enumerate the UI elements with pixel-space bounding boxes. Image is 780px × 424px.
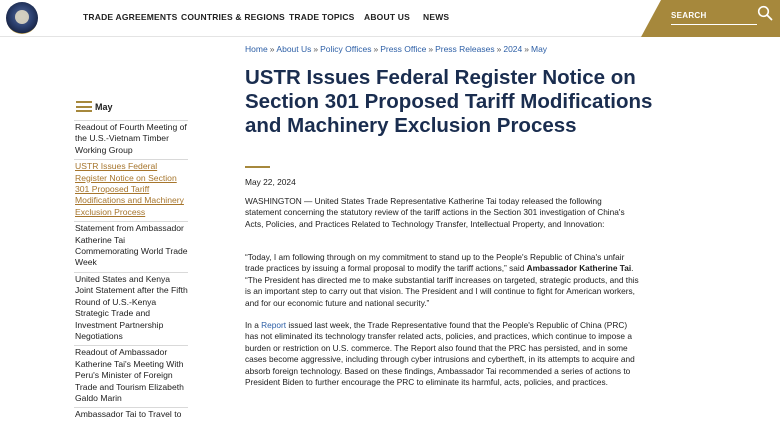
nav-countries-regions[interactable]: COUNTRIES & REGIONS — [181, 12, 285, 22]
breadcrumb-separator: » — [373, 44, 379, 54]
breadcrumb-separator: » — [496, 44, 502, 54]
article-paragraph-1: WASHINGTON — United States Trade Representative Katherine Tai today released the following statement concerning the statutory review of the tariff actions in the Section 301 investigation of China's Acts, Policies, and Practices Related to Technology Transfer, Intellectual Property, and Innovation: — [245, 196, 625, 229]
search-input[interactable] — [671, 7, 757, 25]
title-divider — [245, 166, 270, 168]
article-paragraph-3 — [245, 320, 640, 388]
nav-trade-topics[interactable]: TRADE TOPICS — [289, 12, 355, 22]
article-paragraph-2 — [245, 252, 640, 309]
search-icon[interactable] — [757, 5, 773, 21]
ustr-seal-logo[interactable] — [6, 2, 38, 34]
sidebar-item[interactable]: United States and Kenya Joint Statement after the Fifth Round of U.S.-Kenya Strategic Trade and Investment Partnership Negotiations — [74, 272, 188, 345]
breadcrumb-about-us[interactable]: About Us — [276, 44, 312, 54]
paragraph-text: In a — [245, 320, 262, 330]
nav-news[interactable]: NEWS — [423, 12, 450, 22]
sidebar-item[interactable]: Ambassador Tai to Travel to — [74, 407, 188, 423]
sidebar-item-active[interactable]: USTR Issues Federal Register Notice on Section 301 Proposed Tariff Modifications and Machinery Exclusion Process — [74, 159, 188, 221]
nav-trade-agreements[interactable]: TRADE AGREEMENTS — [83, 12, 178, 22]
quote-text-continued: . “The President has directed me to make substantial tariff increases on targeted, strategic products, and this is an important step to carry out that vision. The President and I will continue to fight for American workers, and for our economic future and national security.” — [245, 263, 639, 308]
report-link[interactable]: Report — [261, 320, 287, 330]
sidebar-item[interactable]: Readout of Ambassador Katherine Tai's Meeting With Peru's Minister of Foreign Trade and Tourism Elizabeth Galdo Marin — [74, 345, 188, 407]
breadcrumb-separator: » — [524, 44, 529, 54]
breadcrumb-2024[interactable]: 2024 — [503, 44, 523, 54]
nav-about-us[interactable]: ABOUT US — [364, 12, 410, 22]
page-title: USTR Issues Federal Register Notice on Section 301 Proposed Tariff Modifications and Machinery Exclusion Process — [245, 66, 653, 138]
breadcrumb-home[interactable]: Home — [245, 44, 268, 54]
breadcrumb-press-releases[interactable]: Press Releases — [435, 44, 495, 54]
breadcrumb-separator: » — [313, 44, 319, 54]
site-header — [0, 0, 780, 37]
sidebar-item[interactable]: Readout of Fourth Meeting of the U.S.-Vietnam Timber Working Group — [74, 120, 188, 159]
menu-icon[interactable] — [76, 101, 92, 112]
sidebar-list — [74, 120, 188, 424]
sidebar-item[interactable]: Statement from Ambassador Katherine Tai Commemorating World Trade Week — [74, 221, 188, 272]
breadcrumb-separator: » — [428, 44, 434, 54]
breadcrumb-press-office[interactable]: Press Office — [380, 44, 427, 54]
breadcrumb-separator: » — [269, 44, 275, 54]
sidebar-title: May — [95, 101, 113, 112]
paragraph-text-continued: issued last week, the Trade Representative found that the People's Republic of China (PRC) has not eliminated its technology transfer related acts, policies, and practices, which continue to impose a burden or restriction on U.S. commerce. The Report also found that the PRC has persisted, and in some cases become aggressive, including through cyber intrusions and cybertheft, in its attempts to acquire and absorb foreign technology. Based on these findings, Ambassador Tai recommended a series of actions to President Biden to further encourage the PRC to eliminate its harmful, acts, policies, and practices. — [245, 320, 635, 388]
breadcrumb — [245, 44, 547, 54]
quote-text: “Today, I am following through on my commitment to stand up to the People's Republic of China's unfair trade practices by issuing a formal proposal to modify the tariff actions,” said — [245, 252, 625, 274]
article-date: May 22, 2024 — [245, 177, 296, 187]
speaker-name: Ambassador Katherine Tai — [526, 263, 632, 274]
breadcrumb-may[interactable]: May — [531, 44, 548, 54]
sidebar-header — [76, 101, 113, 112]
breadcrumb-policy-offices[interactable]: Policy Offices — [320, 44, 372, 54]
